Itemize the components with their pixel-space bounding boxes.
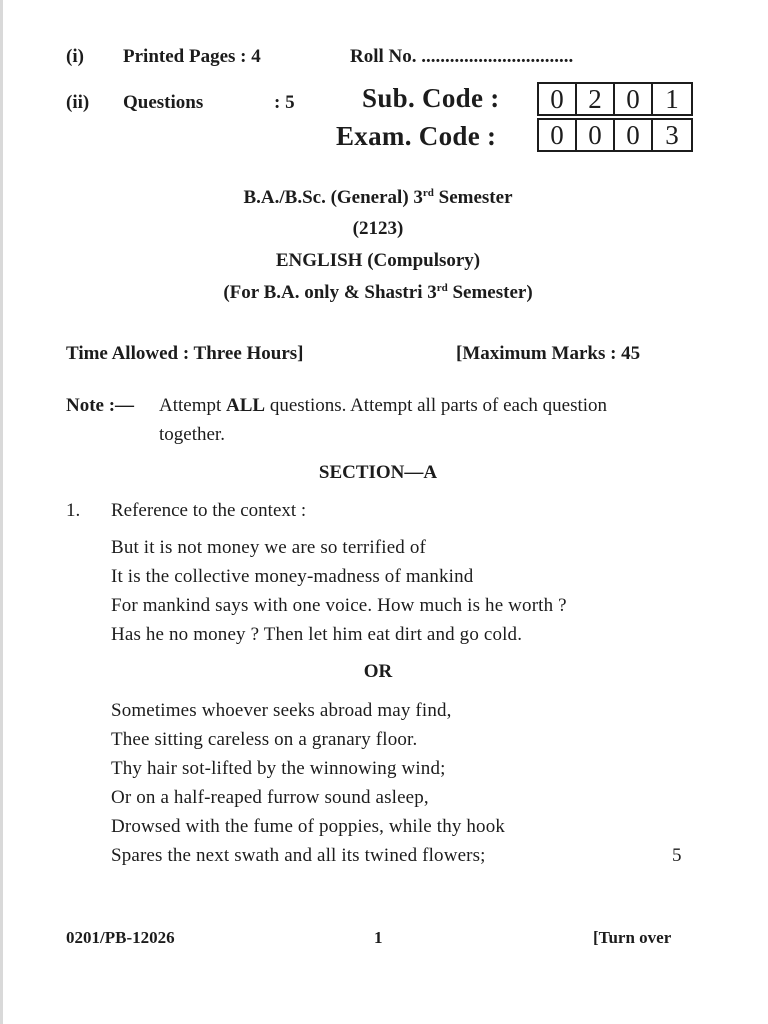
footer-paper-code: 0201/PB-12026 [66,928,175,947]
note-emphasis: ALL [226,395,266,416]
poem2-line: Sometimes whoever seeks abroad may find, [111,700,452,721]
course-title [0,187,756,209]
section-heading: SECTION—A [318,462,438,483]
note-text-line1: Attempt ALL questions. Attempt all parts of each question [159,395,608,416]
poem1-line: It is the collective money-madness of mankind [111,566,474,587]
poem1-line: For mankind says with one voice. How much is he worth ? [111,595,567,616]
sub-code-digit: 0 [539,84,577,114]
page-number: 1 [374,928,383,947]
poem2-line: Thy hair sot-lifted by the winnowing wind; [111,758,446,779]
course-title-sup: rd [422,187,434,199]
sub-code-digit: 1 [665,84,679,114]
applicable-for [0,282,756,304]
poem2-line: Spares the next swath and all its twined flowers; [111,845,486,866]
poem2-line: Thee sitting careless on a granary floor. [111,729,418,750]
roll-number-field: Roll No. ................................ [350,46,574,67]
applicable-for-tail: Semester) [447,282,533,303]
turn-over-label: [Turn over [593,928,672,947]
paper-code: (2123) [352,218,404,239]
sub-code-label: Sub. Code : [362,83,500,113]
question-marks: 5 [672,845,682,866]
printed-pages-label: Printed Pages : 4 [123,46,261,67]
page-edge [0,0,3,1024]
sub-code-box [537,82,693,116]
note-label: Note :— [66,395,135,416]
sub-code-digit: 2 [577,84,615,114]
applicable-for-sup: rd [436,282,448,294]
poem1-line: But it is not money we are so terrified of [111,537,426,558]
or-separator: OR [363,661,393,682]
exam-code-digit: 0 [615,120,653,150]
note-text-line2: together. [159,424,225,445]
questions-label: Questions [123,92,204,113]
questions-index: (ii) [66,92,90,113]
exam-code-digit: 0 [539,120,577,150]
question-prompt: Reference to the context : [111,500,307,521]
printed-pages-index: (i) [66,46,84,67]
course-title-tail: Semester [433,187,513,208]
maximum-marks: [Maximum Marks : 45 [456,343,641,364]
course-title-main: B.A./B.Sc. (General) 3 [243,187,423,208]
poem2-line: Or on a half-reaped furrow sound asleep, [111,787,429,808]
poem2-line: Drowsed with the fume of poppies, while thy hook [111,816,505,837]
exam-code-box [537,118,693,152]
poem1-line: Has he no money ? Then let him eat dirt and go cold. [111,624,523,645]
exam-code-label: Exam. Code : [336,121,497,151]
subject-title: ENGLISH (Compulsory) [275,250,481,271]
time-allowed: Time Allowed : Three Hours] [66,343,304,364]
question-number: 1. [66,500,81,521]
applicable-for-main: (For B.A. only & Shastri 3 [223,282,437,303]
exam-code-digit: 0 [577,120,615,150]
questions-count: : 5 [274,92,295,113]
exam-code-digit: 3 [665,120,679,150]
sub-code-digit: 0 [615,84,653,114]
